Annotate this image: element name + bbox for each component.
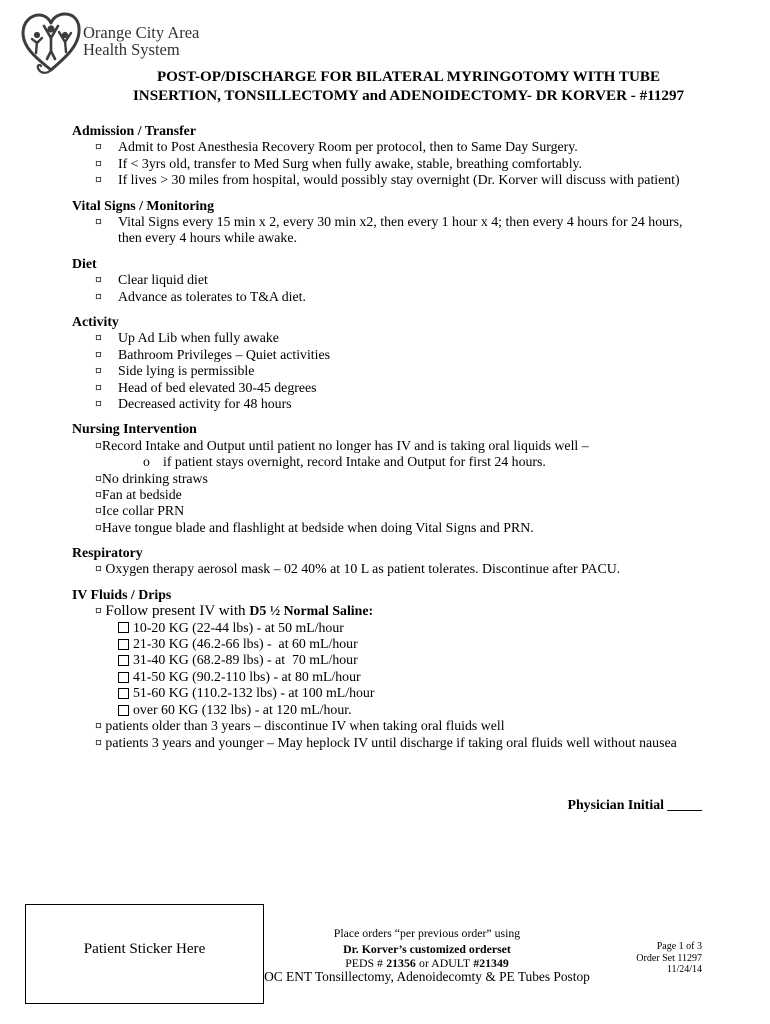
page-title [72,68,745,106]
iv-fluid-name: D5 ½ Normal Saline: [249,603,374,619]
bullet-icon: ¤ [95,172,102,188]
rate-option-text: 10-20 KG (22-44 lbs) - at 50 mL/hour [133,619,344,635]
order-item-text: If < 3yrs old, transfer to Med Surg when fully awake, stable, breathing comfortably. [118,155,583,171]
logo-name-line2: Health System [83,40,180,59]
order-set-number: Order Set 11297 [636,952,702,964]
order-item [0,735,770,751]
bullet-icon: ¤ [95,395,102,411]
rate-option-text: over 60 KG (132 lbs) - at 120 mL/hour. [133,701,352,717]
order-item [0,471,770,487]
bullet-icon: ¤ [95,155,102,171]
rate-option [0,620,770,636]
order-item [0,561,770,577]
title-line-2: INSERTION, TONSILLECTOMY and ADENOIDECTOMY- DR KORVER - #11297 [132,88,685,104]
order-item [0,272,770,288]
rate-checkbox[interactable] [118,655,129,666]
footer-orderset-name: OC ENT Tonsillectomy, Adenoidecomty & PE Tubes Postop [264,969,590,984]
order-item-text: Bathroom Privileges – Quiet activities [118,346,330,362]
page-number: Page 1 of 3 [656,941,702,952]
peds-label: PEDS # [345,956,383,970]
order-item-text: If lives > 30 miles from hospital, would possibly stay overnight (Dr. Korver will discuss with patient) [118,172,680,188]
order-item-text: Fan at bedside [101,486,182,502]
order-item [0,347,770,363]
rate-option-text: 31-40 KG (68.2-89 lbs) - at 70 mL/hour [133,652,358,668]
section-diet [0,256,770,305]
revision-date: 11/24/14 [666,964,702,975]
rate-option [0,685,770,701]
bullet-icon: ¤ [95,379,102,395]
bullet-icon: ¤ [95,734,102,750]
rate-option [0,636,770,652]
figure-middle [44,25,58,59]
section-iv-fluids [0,587,770,751]
rate-checkbox[interactable] [118,672,129,683]
order-item-text: then every 4 hours while awake. [118,230,297,246]
iv-follow-text: Follow present IV with [105,603,246,620]
order-item [0,520,770,536]
order-item [0,156,770,172]
bullet-icon: ¤ [95,330,102,346]
order-item-text: Advance as tolerates to T&A diet. [118,288,306,304]
adult-number: #21349 [473,956,509,970]
section-nursing-intervention [0,421,770,536]
physician-initial-field: Physician Initial _____ [567,797,702,812]
bullet-icon: ¤ [95,561,102,577]
order-item [0,363,770,379]
order-item [0,139,770,155]
order-item [0,330,770,346]
order-item-text: Ice collar PRN [101,503,185,519]
order-item-text: Up Ad Lib when fully awake [118,330,279,346]
section-respiratory [0,545,770,578]
bullet-icon: ¤ [95,718,102,734]
bullet-icon: ¤ [95,139,102,155]
bullet-icon: ¤ [95,363,102,379]
bullet-icon: ¤ [95,437,102,453]
bullet-icon: ¤ [95,503,102,519]
order-item-text: Admit to Post Anesthesia Recovery Room per protocol, then to Same Day Surgery. [118,139,578,155]
order-item-text: Record Intake and Output until patient no longer has IV and is taking oral liquids well – [101,437,589,453]
rate-option-text: 21-30 KG (46.2-66 lbs) - at 60 mL/hour [133,636,358,652]
rate-option [0,702,770,718]
bullet-icon: ¤ [95,603,102,619]
order-item-text: No drinking straws [101,470,208,486]
title-line-1: POST-OP/DISCHARGE FOR BILATERAL MYRINGOTOMY WITH TUBE [156,69,661,85]
order-item-text: Head of bed elevated 30-45 degrees [118,379,317,395]
order-item-continuation [0,230,770,246]
rate-checkbox[interactable] [118,622,129,633]
order-sub-item-text: if patient stays overnight, record Intake and Output for first 24 hours. [163,454,546,470]
section-heading: IV Fluids / Drips [72,586,172,602]
order-item [0,396,770,412]
rate-option [0,652,770,668]
order-body [0,123,770,751]
order-item [0,718,770,734]
bullet-icon: ¤ [95,486,102,502]
bullet-icon: ¤ [95,272,102,288]
order-item-text: Clear liquid diet [118,272,208,288]
footer-instructions-line1: Place orders “per previous order” using [333,926,521,940]
logo-name-line1: Orange City Area [83,23,200,42]
order-item [0,380,770,396]
order-item [0,438,770,454]
order-item-text: Side lying is permissible [118,363,255,379]
rate-checkbox[interactable] [118,688,129,699]
heart-family-logo-icon [20,12,82,74]
peds-number: 21356 [386,956,416,970]
adult-label: or ADULT [419,956,471,970]
figure-left [32,32,42,53]
rate-option-text: 51-60 KG (110.2-132 lbs) - at 100 mL/hour [133,685,375,701]
order-item [0,289,770,305]
bullet-icon: ¤ [95,213,102,229]
order-item-text: Decreased activity for 48 hours [118,395,292,411]
order-item-text: Vital Signs every 15 min x 2, every 30 min x2, then every 1 hour x 4; then every 4 hours for 24 hours, [118,213,683,229]
footer-page-info [636,941,702,976]
section-vital-signs [0,198,770,247]
order-item [0,487,770,503]
section-heading: Admission / Transfer [72,123,196,138]
bullet-icon: ¤ [95,346,102,362]
section-heading: Diet [72,255,97,271]
bullet-icon: ¤ [95,288,102,304]
figure-right [59,32,71,52]
order-item [0,214,770,230]
section-heading: Vital Signs / Monitoring [72,197,215,213]
bullet-icon: ¤ [95,519,102,535]
section-admission-transfer [0,123,770,189]
patient-sticker-label: Patient Sticker Here [83,941,206,957]
bullet-icon: ¤ [95,470,102,486]
footer-instructions-line2: Dr. Korver’s customized orderset [343,942,511,956]
section-activity [0,314,770,413]
order-item-text: patients older than 3 years – discontinue IV when taking oral fluids well [105,718,505,734]
rate-checkbox[interactable] [118,639,129,650]
rate-option [0,669,770,685]
order-item-text: Have tongue blade and flashlight at bedside when doing Vital Signs and PRN. [101,519,534,535]
iv-follow-order [0,603,770,619]
section-heading: Respiratory [72,545,143,561]
rate-option-text: 41-50 KG (90.2-110 lbs) - at 80 mL/hour [133,668,361,684]
rate-checkbox[interactable] [118,705,129,716]
footer-orderset-numbers [227,956,627,970]
sub-bullet-icon: o [143,454,150,470]
order-item [0,503,770,519]
section-heading: Activity [72,313,119,329]
order-item-text: patients 3 years and younger – May heplock IV until discharge if taking oral fluids well without nausea [105,734,677,750]
order-item-text: Oxygen therapy aerosol mask – 02 40% at 10 L as patient tolerates. Discontinue after PACU. [105,561,621,577]
order-item [0,172,770,188]
order-sub-item [0,454,770,470]
section-heading: Nursing Intervention [72,421,197,437]
